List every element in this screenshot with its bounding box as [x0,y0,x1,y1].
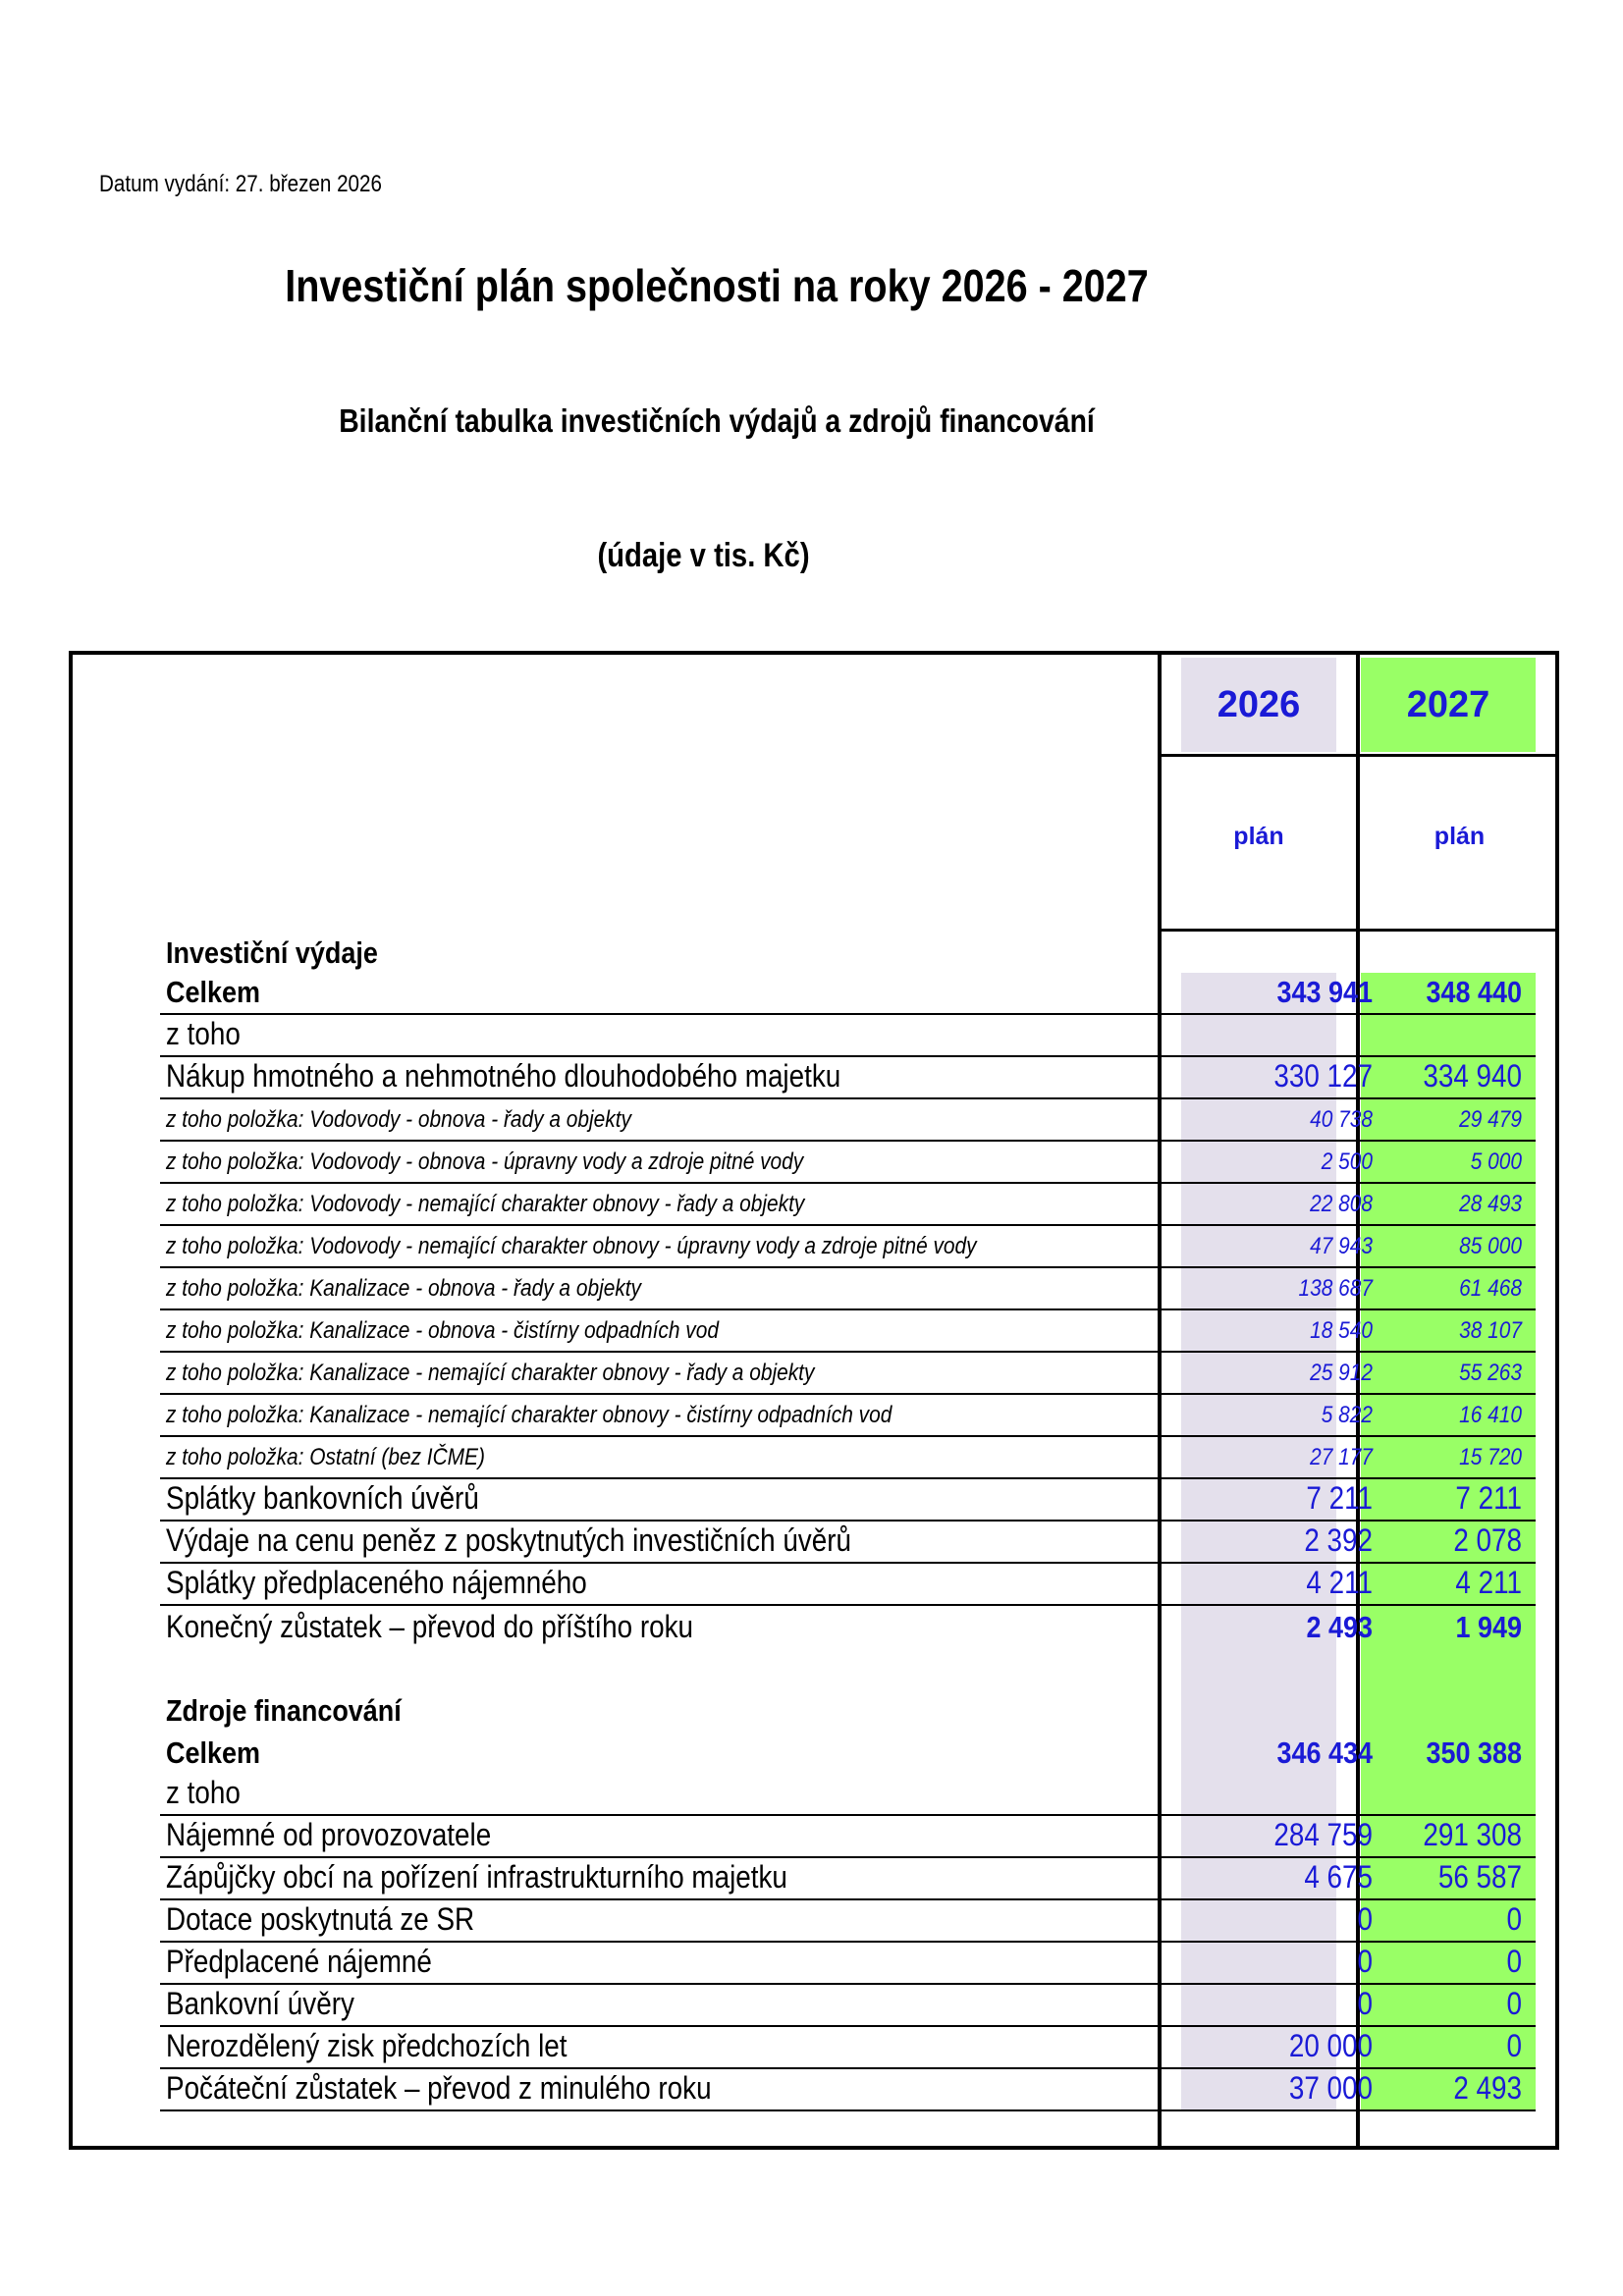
value-2026: 0 [1357,1986,1373,2021]
row-label: Splátky bankovních úvěrů [166,1480,479,1516]
table-row [160,1858,1536,1900]
column-kind-2027: plán [1434,823,1486,850]
value-2027: 2 078 [1453,1522,1522,1558]
table-row [160,1689,1536,1732]
value-2027: 0 [1506,1901,1522,1937]
table-row [160,932,1536,974]
table-row [160,973,1536,1015]
row-label: Celkem [166,975,260,1009]
row-label: Výdaje na cenu peněz z poskytnutých investičních úvěrů [166,1522,851,1558]
table-row [160,2069,1536,2111]
row-label: z toho položka: Kanalizace - obnova - čistírny odpadních vod [166,1317,719,1344]
row-label: z toho [166,1016,241,1051]
row-label: Konečný zůstatek – převod do příštího roku [166,1609,694,1644]
row-label: z toho položka: Ostatní (bez IČME) [166,1444,485,1470]
row-label: Dotace poskytnutá ze SR [166,1901,475,1937]
row-label: Nákup hmotného a nehmotného dlouhodobého majetku [166,1058,841,1094]
value-2026: 4 675 [1304,1859,1373,1895]
table-row [160,1522,1536,1564]
value-2026: 330 127 [1273,1058,1373,1094]
value-2026: 40 738 [1310,1106,1373,1133]
value-2027: 4 211 [1455,1565,1522,1600]
table-row [160,1943,1536,1985]
issue-date: Datum vydání: 27. březen 2026 [99,171,382,197]
row-label: Počáteční zůstatek – převod z minulého roku [166,2070,712,2106]
row-label: Investiční výdaje [166,935,378,970]
value-2027: 29 479 [1459,1106,1522,1133]
value-2026: 22 808 [1310,1191,1373,1217]
table-row [160,1774,1536,1816]
value-2027: 1 949 [1455,1610,1522,1644]
row-label: Bankovní úvěry [166,1986,354,2021]
value-2027: 334 940 [1423,1058,1522,1094]
page-title: Investiční plán společnosti na roky 2026 - 2027 [285,260,1149,311]
row-label: z toho položka: Vodovody - nemající charakter obnovy - úpravny vody a zdroje pitné vody [166,1233,977,1259]
table-row [160,1353,1536,1395]
table-row [160,1310,1536,1353]
value-2027: 350 388 [1426,1735,1522,1770]
table-row [160,1015,1536,1057]
value-2026: 346 434 [1276,1735,1373,1770]
row-label: z toho [166,1775,241,1810]
row-label: z toho položka: Kanalizace - obnova - řady a objekty [166,1275,642,1302]
value-2026: 47 943 [1310,1233,1373,1259]
table-row [160,2027,1536,2069]
value-2026: 18 540 [1310,1317,1373,1344]
value-2027: 61 468 [1459,1275,1522,1302]
row-label: z toho položka: Kanalizace - nemající charakter obnovy - čistírny odpadních vod [166,1402,893,1428]
value-2027: 56 587 [1437,1859,1522,1895]
row-label: Předplacené nájemné [166,1944,432,1979]
table-row [160,1985,1536,2027]
column-header-2027: 2027 [1406,684,1490,725]
table-row [160,1184,1536,1226]
value-2026: 5 822 [1321,1402,1373,1428]
value-2027: 291 308 [1423,1817,1522,1852]
table-row [160,1057,1536,1099]
table-row [160,1606,1536,1648]
value-2026: 138 687 [1298,1275,1373,1302]
row-label: z toho položka: Vodovody - nemající charakter obnovy - řady a objekty [166,1191,805,1217]
row-label: Zdroje financování [166,1693,402,1728]
table-row [160,1226,1536,1268]
row-label: Celkem [166,1735,260,1770]
value-2026: 284 759 [1273,1817,1373,1852]
row-label: z toho položka: Vodovody - obnova - úpravny vody a zdroje pitné vody [166,1148,804,1175]
page-subtitle: Bilanční tabulka investičních výdajů a zdrojů financování [339,402,1095,439]
row-label: Splátky předplaceného nájemného [166,1565,587,1600]
value-2026: 2 500 [1321,1148,1373,1175]
table-row [160,1099,1536,1142]
value-2027: 16 410 [1459,1402,1522,1428]
value-2027: 348 440 [1426,975,1522,1009]
value-2027: 38 107 [1459,1317,1522,1344]
table-row [160,1900,1536,1943]
value-2027: 28 493 [1459,1191,1522,1217]
value-2027: 55 263 [1459,1360,1522,1386]
value-2026: 4 211 [1306,1565,1373,1600]
value-2026: 20 000 [1288,2028,1373,2063]
table-row [160,1268,1536,1310]
value-2026: 27 177 [1310,1444,1373,1470]
value-2027: 2 493 [1453,2070,1522,2106]
column-kind-2026: plán [1233,823,1284,850]
row-label: Nerozdělený zisk předchozích let [166,2028,568,2063]
value-2026: 25 912 [1310,1360,1373,1386]
value-2026: 0 [1357,1944,1373,1979]
value-2027: 85 000 [1459,1233,1522,1259]
table-row [160,1816,1536,1858]
table-row [160,1395,1536,1437]
table-row [160,1437,1536,1479]
row-label: Zápůjčky obcí na pořízení infrastrukturního majetku [166,1859,787,1895]
value-2027: 0 [1506,1986,1522,2021]
table-row [160,1564,1536,1606]
value-2026: 0 [1357,1901,1373,1937]
value-2026: 2 493 [1306,1610,1373,1644]
row-label: z toho položka: Vodovody - obnova - řady a objekty [166,1106,631,1133]
header-divider-year [1158,754,1559,757]
value-2026: 343 941 [1276,975,1373,1009]
table-row [160,1142,1536,1184]
table-row [160,1479,1536,1522]
value-2027: 0 [1506,1944,1522,1979]
table-row [160,1732,1536,1774]
value-2026: 37 000 [1288,2070,1373,2106]
row-label: z toho položka: Kanalizace - nemající charakter obnovy - řady a objekty [166,1360,815,1386]
value-2027: 7 211 [1455,1480,1522,1516]
row-label: Nájemné od provozovatele [166,1817,492,1852]
value-2027: 15 720 [1459,1444,1522,1470]
value-2027: 0 [1506,2028,1522,2063]
value-2027: 5 000 [1470,1148,1522,1175]
value-2026: 7 211 [1306,1480,1373,1516]
value-2026: 2 392 [1304,1522,1373,1558]
units-note: (údaje v tis. Kč) [597,537,810,574]
column-header-2026: 2026 [1217,684,1301,725]
